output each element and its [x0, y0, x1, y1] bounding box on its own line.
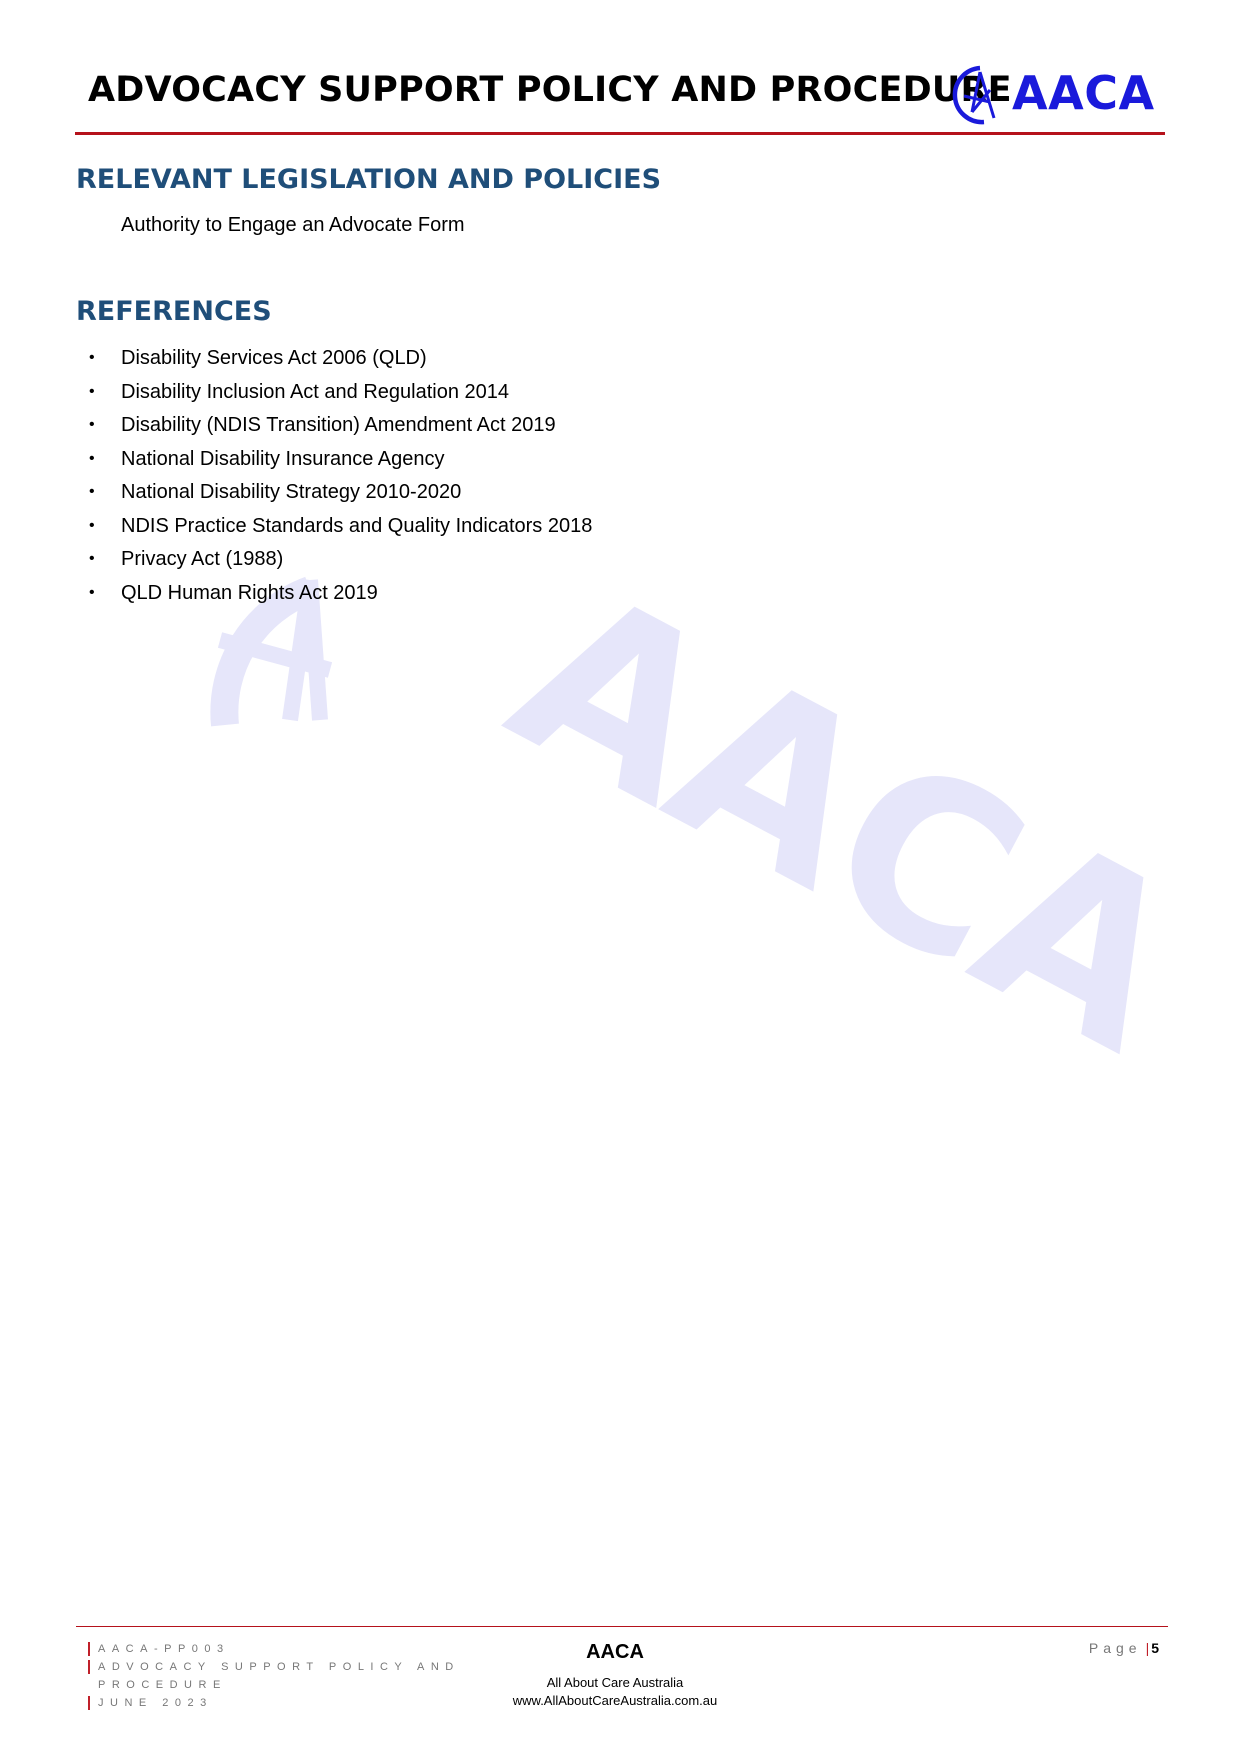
- bullet-icon: •: [89, 449, 95, 467]
- header-divider: [75, 132, 1165, 135]
- page-label: Page: [1088, 1640, 1142, 1656]
- footer-doc-title-cont: PROCEDURE: [98, 1679, 227, 1691]
- footer-website-link[interactable]: www.AllAboutCareAustralia.com.au: [512, 1693, 718, 1708]
- logo-text: AACA: [1012, 66, 1155, 120]
- page-number-value: 5: [1151, 1640, 1159, 1656]
- bullet-icon: •: [89, 416, 95, 433]
- watermark: [170, 537, 1221, 1200]
- logo-mark-icon: [950, 62, 1010, 128]
- bullet-icon: •: [89, 516, 95, 534]
- page-title: ADVOCACY SUPPORT POLICY AND PROCEDURE: [88, 70, 1012, 110]
- footer-doc-date: JUNE 2023: [88, 1694, 460, 1712]
- footer-org-name: AACA: [586, 1641, 644, 1663]
- footer-divider: [76, 1626, 1168, 1627]
- footer-organization: [490, 1640, 740, 1710]
- watermark-text: AACA: [474, 537, 1221, 1104]
- footer-document-info: [88, 1640, 460, 1712]
- footer-org-full-name: All About Care Australia: [546, 1675, 684, 1690]
- footer-doc-title: ADVOCACY SUPPORT POLICY AND: [88, 1658, 460, 1676]
- bullet-icon: •: [89, 583, 95, 601]
- bullet-icon: •: [89, 550, 95, 567]
- bullet-icon: •: [89, 483, 95, 500]
- references-heading: REFERENCES: [76, 296, 272, 327]
- bullet-icon: •: [89, 382, 95, 400]
- legislation-heading: RELEVANT LEGISLATION AND POLICIES: [76, 164, 662, 195]
- aaca-logo: [950, 62, 1160, 128]
- footer-doc-code: AACA-PP003: [88, 1640, 460, 1658]
- legislation-item: Authority to Engage an Advocate Form: [121, 214, 465, 236]
- page-number: Page | 5: [1088, 1640, 1159, 1656]
- bullet-icon: •: [89, 349, 95, 366]
